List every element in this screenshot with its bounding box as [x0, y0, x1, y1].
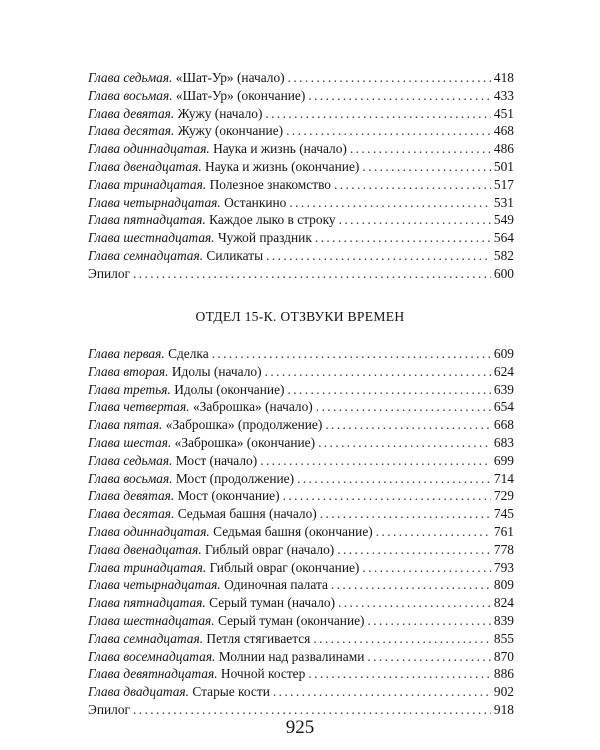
toc-entry: [88, 229, 514, 247]
dot-leader: [286, 122, 491, 140]
toc-entry: [88, 487, 514, 505]
toc-chapter-label: Глава тринадцатая.: [88, 176, 207, 192]
dot-leader: [212, 345, 491, 363]
dot-leader: [350, 140, 491, 158]
toc-entry: [88, 594, 514, 612]
toc-entry: [88, 140, 514, 158]
dot-leader: [337, 541, 491, 559]
toc-entry: [88, 247, 514, 265]
dot-leader: [316, 398, 491, 416]
section-title: ОТДЕЛ 15-К. ОТЗВУКИ ВРЕМЕН: [195, 309, 405, 324]
dot-leader: [273, 683, 491, 701]
toc-title: Мост (продолжение): [175, 470, 295, 486]
dot-leader: [334, 176, 491, 194]
toc-chapter-label: Глава четырнадцатая.: [88, 577, 221, 593]
toc-page-number: 668: [493, 417, 514, 433]
dot-leader: [368, 612, 491, 630]
toc-list-bottom: [88, 345, 514, 719]
toc-entry: [88, 87, 514, 105]
toc-chapter-label: Глава пятая.: [88, 417, 163, 433]
toc-title: «Заброшка» (продолжение): [165, 417, 323, 433]
toc-chapter-label: Глава десятая.: [88, 123, 175, 139]
dot-leader: [320, 505, 491, 523]
toc-title: «Заброшка» (начало): [192, 399, 313, 415]
toc-entry: [88, 105, 514, 123]
toc-page-number: 870: [493, 648, 514, 664]
toc-page-number: 564: [493, 230, 514, 246]
dot-leader: [308, 87, 491, 105]
toc-page-number: 531: [493, 194, 514, 210]
toc-title: «Шат-Ур» (начало): [175, 70, 285, 85]
toc-page-number: 778: [493, 541, 514, 557]
toc-chapter-label: Глава пятнадцатая.: [88, 212, 206, 228]
dot-leader: [266, 247, 491, 265]
toc-chapter-label: Глава одиннадцатая.: [88, 523, 210, 539]
toc-entry: [88, 576, 514, 594]
toc-title: Молнии над развалинами: [218, 648, 365, 664]
toc-entry: [88, 345, 514, 363]
toc-entry: [88, 648, 514, 666]
toc-entry: [88, 559, 514, 577]
toc-chapter-label: Глава девятнадцатая.: [88, 666, 218, 682]
toc-entry: [88, 176, 514, 194]
toc-title: Наука и жизнь (окончание): [205, 158, 360, 174]
toc-title: Гиблый овраг (начало): [205, 541, 335, 557]
toc-chapter-label: Глава вторая.: [88, 363, 169, 379]
toc-entry: [88, 434, 514, 452]
toc-page-number: 902: [493, 684, 514, 700]
dot-leader: [288, 381, 491, 399]
toc-entry: [88, 122, 514, 140]
toc-page-number: 654: [493, 399, 514, 415]
dot-leader: [325, 416, 491, 434]
toc-title: Идолы (окончание): [174, 381, 285, 397]
toc-page-number: 683: [493, 434, 514, 450]
toc-title: Жужу (окончание): [177, 123, 284, 139]
toc-chapter-label: Глава семнадцатая.: [88, 630, 204, 646]
toc-title: Останкино: [224, 194, 287, 210]
toc-entry: [88, 381, 514, 399]
toc-page-number: 639: [493, 381, 514, 397]
toc-chapter-label: Глава двадцатая.: [88, 684, 189, 700]
toc-title: Серый туман (окончание): [217, 612, 365, 628]
toc-page-number: 501: [493, 158, 514, 174]
toc-title: «Шат-Ур» (окончание): [175, 87, 306, 103]
toc-page-number: 517: [493, 176, 514, 192]
toc-chapter-label: Глава восьмая.: [88, 87, 173, 103]
toc-page-number: 451: [493, 105, 514, 121]
toc-page-number: 714: [493, 470, 514, 486]
toc-chapter-label: Глава четырнадцатая.: [88, 194, 221, 210]
toc-entry: [88, 683, 514, 701]
toc-entry: [88, 69, 514, 87]
toc-title: Мост (окончание): [177, 488, 280, 504]
toc-entry: [88, 630, 514, 648]
toc-title: Эпилог: [88, 265, 131, 281]
toc-title: Гиблый овраг (окончание): [209, 559, 360, 575]
toc-page-number: 609: [493, 346, 514, 361]
toc-entry: [88, 194, 514, 212]
toc-chapter-label: Глава восемнадцатая.: [88, 648, 216, 664]
toc-chapter-label: Глава шестнадцатая.: [88, 230, 215, 246]
toc-page-number: 793: [493, 559, 514, 575]
dot-leader: [313, 630, 491, 648]
dot-leader: [376, 523, 491, 541]
toc-chapter-label: Глава десятая.: [88, 506, 175, 522]
toc-page-number: 855: [493, 630, 514, 646]
toc-chapter-label: Глава седьмая.: [88, 70, 173, 85]
dot-leader: [338, 594, 491, 612]
toc-title: Петля стягивается: [206, 630, 311, 646]
page-number: 925: [285, 717, 315, 738]
toc-chapter-label: Глава первая.: [88, 346, 165, 361]
toc-chapter-label: Глава шестнадцатая.: [88, 612, 215, 628]
toc-page-number: 699: [493, 452, 514, 468]
toc-title: Седьмая башня (окончание): [213, 523, 373, 539]
toc-chapter-label: Глава шестая.: [88, 434, 172, 450]
toc-chapter-label: Глава девятая.: [88, 488, 175, 504]
toc-entry: [88, 363, 514, 381]
toc-page-number: 433: [493, 87, 514, 103]
toc-chapter-label: Глава седьмая.: [88, 452, 173, 468]
dot-leader: [308, 665, 491, 683]
toc-entry: [88, 612, 514, 630]
toc-chapter-label: Глава девятая.: [88, 105, 175, 121]
toc-page-number: 824: [493, 595, 514, 611]
dot-leader: [265, 363, 491, 381]
toc-title: Чужой праздник: [217, 230, 312, 246]
toc-title: Одиночная палата: [224, 577, 328, 593]
dot-leader: [289, 194, 491, 212]
toc-page-number: 761: [493, 523, 514, 539]
dot-leader: [133, 265, 491, 283]
toc-entry: [88, 665, 514, 683]
toc-page-number: 600: [493, 265, 514, 281]
toc-title: Жужу (начало): [177, 105, 263, 121]
dot-leader: [288, 69, 491, 87]
toc-page-number: 809: [493, 577, 514, 593]
toc-title: Мост (начало): [175, 452, 258, 468]
toc-chapter-label: Глава третья.: [88, 381, 171, 397]
dot-leader: [331, 576, 491, 594]
toc-entry: [88, 541, 514, 559]
toc-title: Идолы (начало): [171, 363, 262, 379]
toc-chapter-label: Глава тринадцатая.: [88, 559, 207, 575]
toc-chapter-label: Глава двенадцатая.: [88, 541, 202, 557]
toc-page-number: 918: [493, 701, 514, 717]
toc-title: Наука и жизнь (начало): [213, 141, 347, 157]
toc-page-number: 729: [493, 488, 514, 504]
toc-page-number: 549: [493, 212, 514, 228]
toc-chapter-label: Глава одиннадцатая.: [88, 141, 210, 157]
toc-entry: [88, 523, 514, 541]
dot-leader: [318, 434, 491, 452]
toc-entry: [88, 505, 514, 523]
toc-entry: [88, 211, 514, 229]
toc-entry: [88, 158, 514, 176]
toc-chapter-label: Глава пятнадцатая.: [88, 595, 206, 611]
dot-leader: [362, 559, 491, 577]
dot-leader: [297, 470, 491, 488]
toc-entry: [88, 452, 514, 470]
toc-page-number: 886: [493, 666, 514, 682]
toc-title: Старые кости: [192, 684, 270, 700]
toc-title: Сделка: [168, 346, 209, 361]
toc-title: Ночной костер: [220, 666, 306, 682]
toc-chapter-label: Глава восьмая.: [88, 470, 173, 486]
dot-leader: [283, 487, 491, 505]
dot-leader: [367, 648, 491, 666]
dot-leader: [265, 105, 491, 123]
toc-page-number: 418: [493, 70, 514, 85]
toc-entry: [88, 265, 514, 283]
toc-page-number: 624: [493, 363, 514, 379]
toc-page-number: 839: [493, 612, 514, 628]
toc-title: Серый туман (начало): [209, 595, 336, 611]
toc-entry: [88, 416, 514, 434]
toc-page-number: 486: [493, 141, 514, 157]
toc-page-number: 745: [493, 506, 514, 522]
toc-chapter-label: Глава семнадцатая.: [88, 247, 204, 263]
toc-title: Полезное знакомство: [209, 176, 332, 192]
toc-title: Каждое лыко в строку: [209, 212, 336, 228]
toc-chapter-label: Глава двенадцатая.: [88, 158, 202, 174]
dot-leader: [339, 211, 491, 229]
dot-leader: [315, 229, 491, 247]
toc-chapter-label: Глава четвертая.: [88, 399, 190, 415]
toc-list-top: [88, 69, 514, 283]
dot-leader: [362, 158, 491, 176]
toc-title: «Заброшка» (окончание): [174, 434, 316, 450]
toc-title: Эпилог: [88, 701, 131, 717]
toc-page-number: 468: [493, 123, 514, 139]
dot-leader: [260, 452, 491, 470]
toc-title: Седьмая башня (начало): [177, 506, 317, 522]
toc-entry: [88, 470, 514, 488]
toc-entry: [88, 398, 514, 416]
toc-title: Силикаты: [206, 247, 264, 263]
toc-page-number: 582: [493, 247, 514, 263]
